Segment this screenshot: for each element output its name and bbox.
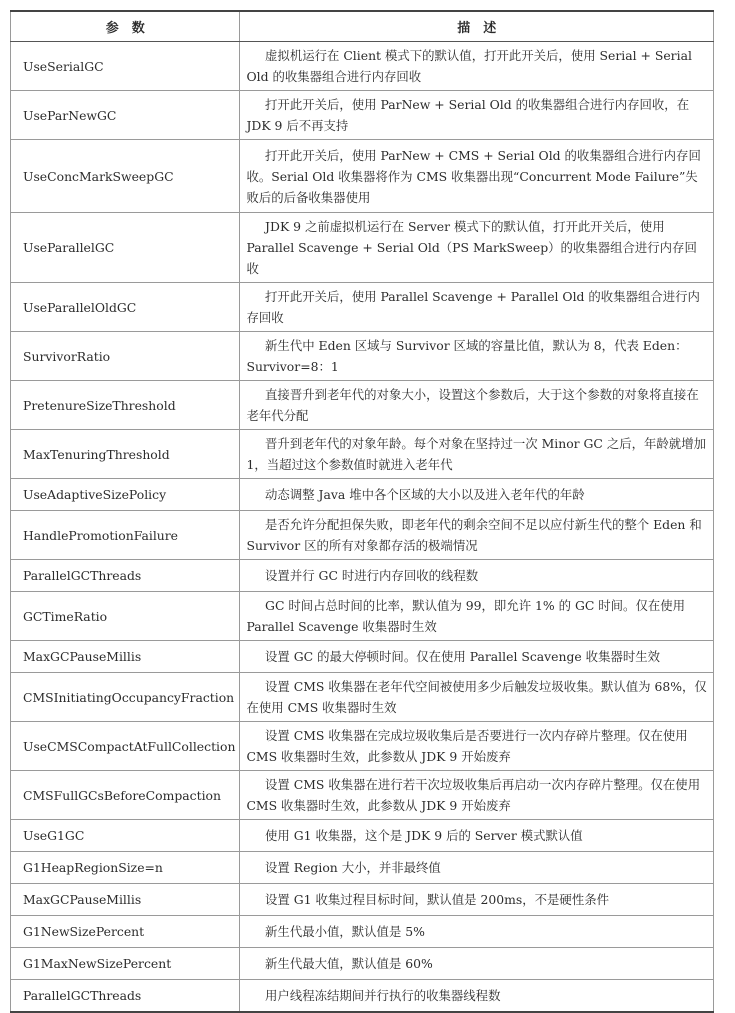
table-row xyxy=(11,673,714,722)
param-cell: MaxTenuringThreshold xyxy=(11,430,240,479)
table-body xyxy=(11,42,714,1013)
table-row xyxy=(11,479,714,511)
table-row xyxy=(11,511,714,560)
table-row xyxy=(11,91,714,140)
param-cell: SurvivorRatio xyxy=(11,332,240,381)
desc-cell: 设置 CMS 收集器在进行若干次垃圾收集后再启动一次内存碎片整理。仅在使用 CMS 收集器时生效，此参数从 JDK 9 开始废弃 xyxy=(240,771,714,820)
table-row xyxy=(11,213,714,283)
table-row xyxy=(11,948,714,980)
param-cell: HandlePromotionFailure xyxy=(11,511,240,560)
param-cell: UseCMSCompactAtFullCollection xyxy=(11,722,240,771)
param-cell: GCTimeRatio xyxy=(11,592,240,641)
desc-cell: GC 时间占总时间的比率，默认值为 99，即允许 1% 的 GC 时间。仅在使用 Parallel Scavenge 收集器时生效 xyxy=(240,592,714,641)
param-cell: MaxGCPauseMillis xyxy=(11,884,240,916)
desc-cell: 是否允许分配担保失败，即老年代的剩余空间不足以应付新生代的整个 Eden 和 Survivor 区的所有对象都存活的极端情况 xyxy=(240,511,714,560)
table-row xyxy=(11,641,714,673)
param-cell: UseParallelGC xyxy=(11,213,240,283)
table-row xyxy=(11,42,714,91)
desc-cell: 虚拟机运行在 Client 模式下的默认值，打开此开关后，使用 Serial + Serial Old 的收集器组合进行内存回收 xyxy=(240,42,714,91)
param-cell: UseSerialGC xyxy=(11,42,240,91)
table-row xyxy=(11,381,714,430)
table-row xyxy=(11,430,714,479)
desc-cell: 直接晋升到老年代的对象大小，设置这个参数后，大于这个参数的对象将直接在老年代分配 xyxy=(240,381,714,430)
table-header xyxy=(11,11,714,42)
table-row xyxy=(11,980,714,1013)
desc-cell: 新生代最大值，默认值是 60% xyxy=(240,948,714,980)
gc-parameters-table xyxy=(10,10,714,1013)
desc-cell: 晋升到老年代的对象年龄。每个对象在坚持过一次 Minor GC 之后，年龄就增加 1，当超过这个参数值时就进入老年代 xyxy=(240,430,714,479)
param-cell: G1NewSizePercent xyxy=(11,916,240,948)
param-cell: MaxGCPauseMillis xyxy=(11,641,240,673)
table-row xyxy=(11,820,714,852)
param-cell: CMSFullGCsBeforeCompaction xyxy=(11,771,240,820)
param-cell: UseConcMarkSweepGC xyxy=(11,140,240,213)
desc-cell: 设置 GC 的最大停顿时间。仅在使用 Parallel Scavenge 收集器时生效 xyxy=(240,641,714,673)
param-cell: G1MaxNewSizePercent xyxy=(11,948,240,980)
desc-cell: 设置 CMS 收集器在老年代空间被使用多少后触发垃圾收集。默认值为 68%，仅在使用 CMS 收集器时生效 xyxy=(240,673,714,722)
param-cell: UseParNewGC xyxy=(11,91,240,140)
desc-cell: 用户线程冻结期间并行执行的收集器线程数 xyxy=(240,980,714,1013)
param-cell: G1HeapRegionSize=n xyxy=(11,852,240,884)
desc-cell: 设置 CMS 收集器在完成垃圾收集后是否要进行一次内存碎片整理。仅在使用 CMS 收集器时生效，此参数从 JDK 9 开始废弃 xyxy=(240,722,714,771)
table-row xyxy=(11,916,714,948)
table-row xyxy=(11,884,714,916)
desc-cell: 使用 G1 收集器，这个是 JDK 9 后的 Server 模式默认值 xyxy=(240,820,714,852)
desc-cell: 动态调整 Java 堆中各个区域的大小以及进入老年代的年龄 xyxy=(240,479,714,511)
table-row xyxy=(11,771,714,820)
desc-cell: 设置 Region 大小，并非最终值 xyxy=(240,852,714,884)
desc-column-header: 描 述 xyxy=(240,11,714,42)
param-cell: UseG1GC xyxy=(11,820,240,852)
header-row xyxy=(11,11,714,42)
table-row xyxy=(11,332,714,381)
table-row xyxy=(11,852,714,884)
desc-cell: 打开此开关后，使用 ParNew + Serial Old 的收集器组合进行内存回收，在 JDK 9 后不再支持 xyxy=(240,91,714,140)
table-row xyxy=(11,140,714,213)
desc-cell: 新生代最小值，默认值是 5% xyxy=(240,916,714,948)
param-cell: ParallelGCThreads xyxy=(11,560,240,592)
table-row xyxy=(11,560,714,592)
desc-cell: JDK 9 之前虚拟机运行在 Server 模式下的默认值，打开此开关后，使用 Parallel Scavenge + Serial Old（PS MarkSweep）的收集器组合进行内存回收 xyxy=(240,213,714,283)
desc-cell: 设置 G1 收集过程目标时间，默认值是 200ms，不是硬性条件 xyxy=(240,884,714,916)
param-cell: UseParallelOldGC xyxy=(11,283,240,332)
desc-cell: 设置并行 GC 时进行内存回收的线程数 xyxy=(240,560,714,592)
desc-cell: 打开此开关后，使用 ParNew + CMS + Serial Old 的收集器组合进行内存回收。Serial Old 收集器将作为 CMS 收集器出现“Concurrent Mode Failure”失败后的后备收集器使用 xyxy=(240,140,714,213)
desc-cell: 新生代中 Eden 区域与 Survivor 区域的容量比值，默认为 8，代表 Eden：Survivor=8：1 xyxy=(240,332,714,381)
table-row xyxy=(11,592,714,641)
table-row xyxy=(11,283,714,332)
table-row xyxy=(11,722,714,771)
param-cell: PretenureSizeThreshold xyxy=(11,381,240,430)
param-column-header: 参 数 xyxy=(11,11,240,42)
param-cell: UseAdaptiveSizePolicy xyxy=(11,479,240,511)
param-cell: CMSInitiatingOccupancyFraction xyxy=(11,673,240,722)
param-cell: ParallelGCThreads xyxy=(11,980,240,1013)
desc-cell: 打开此开关后，使用 Parallel Scavenge + Parallel Old 的收集器组合进行内存回收 xyxy=(240,283,714,332)
